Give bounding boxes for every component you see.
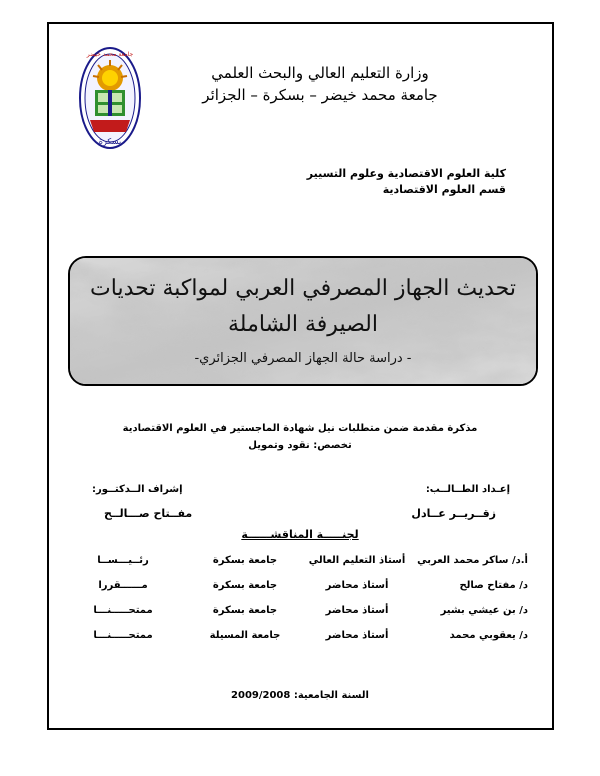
logo-bottom-text: بسكرة: [98, 137, 122, 146]
thesis-title-line-1: تحديث الجهاز المصرفي العربي لمواكبة تحديات: [90, 276, 516, 301]
committee-table: [60, 548, 528, 648]
member-name: د/ مفتاح صالح: [459, 580, 528, 591]
department-name: قسم العلوم الاقتصادية: [382, 183, 506, 196]
member-role: مــــــقررا: [98, 580, 148, 591]
committee-member-row: [60, 548, 528, 573]
ministry-header: [180, 62, 460, 106]
member-rank: أستاذ التعليم العالي: [308, 555, 406, 566]
logo-book-emblem: [95, 90, 125, 116]
faculty-name: كلية العلوم الاقتصادية وعلوم التسيير: [306, 167, 506, 180]
university-name: جامعة محمد خيضر – بسكرة – الجزائر: [202, 86, 438, 104]
member-name: أ.د/ ساكر محمد العربي: [417, 555, 528, 566]
faculty-block: [307, 166, 506, 198]
supervisor-label: إشراف الــدكتــور:: [92, 484, 183, 495]
member-university: جامعة المسيلة: [209, 630, 281, 641]
committee-member-row: [60, 623, 528, 648]
logo-top-text: جامعة محمد خيضر: [86, 51, 134, 58]
memo-statement: [110, 420, 490, 454]
committee-title: لجنـــــة المناقشــــــة: [241, 528, 359, 541]
title-box: [68, 256, 538, 386]
member-role: ممتحـــــنـــا: [93, 605, 153, 616]
student-name: زقــريــر عــادل: [411, 507, 496, 520]
member-rank: أستاذ محاضر: [325, 605, 389, 616]
member-role: رئــيـــســا: [97, 555, 149, 566]
student-label: إعـداد الطــالــب:: [425, 484, 510, 495]
member-name: د/ بن عيشي بشير: [440, 605, 528, 616]
academic-year: السنة الجامعية: 2009/2008: [231, 690, 369, 701]
member-university: جامعة بسكرة: [212, 580, 278, 591]
thesis-subtitle: - دراسة حالة الجهاز المصرفي الجزائري-: [194, 351, 412, 366]
memo-line: مذكرة مقدمة ضمن متطلبات نيل شهادة الماجستير في العلوم الاقتصادية: [122, 423, 478, 434]
member-university: جامعة بسكرة: [212, 605, 278, 616]
university-logo: [78, 44, 142, 152]
committee-member-row: [60, 573, 528, 598]
specialization: تخصص: نقود وتمويل: [248, 440, 352, 451]
member-university: جامعة بسكرة: [212, 555, 278, 566]
committee-member-row: [60, 598, 528, 623]
thesis-title-line-2: الصيرفة الشاملة: [228, 312, 378, 337]
member-name: د/ يعقوبي محمد: [449, 630, 528, 641]
ministry-name: وزارة التعليم العالي والبحث العلمي: [211, 64, 429, 82]
supervisor-name: مفــتاح صـــالــح: [104, 507, 193, 520]
member-rank: أستاذ محاضر: [325, 580, 389, 591]
member-rank: أستاذ محاضر: [325, 630, 389, 641]
member-role: ممتحـــــنـــا: [93, 630, 153, 641]
